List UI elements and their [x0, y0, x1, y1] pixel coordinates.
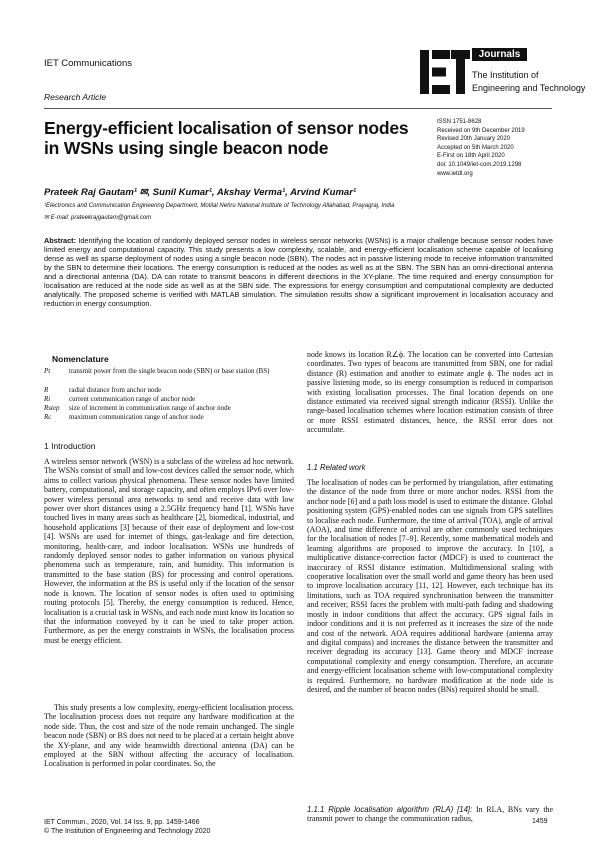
- related-work-heading: 1.1 Related work: [307, 463, 366, 472]
- iet-logo-icon: [420, 50, 472, 94]
- rla-text: In RLA, BNs vary the transmit power to change the communication radius,: [307, 805, 553, 824]
- nomenclature-symbol: Rc: [44, 413, 52, 421]
- header-divider: [44, 108, 552, 109]
- revised-date: Revised 20th January 2020: [437, 136, 511, 143]
- nomenclature-definition: size of increment in communication range of anchor node: [69, 404, 231, 412]
- nomenclature-item: [44, 413, 294, 422]
- nomenclature-item: [44, 367, 294, 384]
- abstract-text: Identifying the location of randomly deployed sensor nodes in wireless sensor networks (WSNs) is a major challenge because sensor nodes have limited energy and computational capacity. This study presents a low complexity, scalable, and energy-efficient localisation scheme capable of localising dense as well as sparse deployment of nodes using a single beacon node (SBN). The nodes act in passive listening mode to receive information transmitted by the SBN to determine their locations. The energy consumption is reduced at the nodes as well as at the SBN. The SBN has an omni-directional antenna and a directional antenna (DA). DA can rotate to transmit beacons in different directions in the XY-plane. The time required and energy consumption for localisation are reduced at the node side as well as at the SBN side. The expressions for energy consumption and computational complexity are deducted analytically. The proposed scheme is verified with MATLAB simulation. The simulation results show a significant improvement in localisation accuracy and reduction in energy consumption.: [44, 236, 553, 308]
- nomenclature-definition: transmit power from the single beacon node (SBN) or base station (BS): [69, 367, 270, 375]
- publisher-logo: [420, 48, 586, 104]
- nomenclature-heading: Nomenclature: [52, 354, 109, 364]
- journal-name: IET Communications: [44, 58, 132, 69]
- website-link[interactable]: www.ietdl.org: [437, 170, 473, 177]
- introduction-paragraph-2: This study presents a low complexity, energy-efficient localisation process. The localisation process does not require any hardware modification at the node side. Thus, the cost and size of the node remain unchanged. The single beacon node (SBN) or BS does not need to be placed at a certain height above the XY-plane, and any wide beamwidth directional antenna (DA) can be employed at the SBN without affecting the accuracy of localisation. Localisation is performed in polar coordinates. So, the: [44, 703, 294, 769]
- copyright-line: © The Institution of Engineering and Technology 2020: [44, 828, 211, 835]
- nomenclature-symbol: R: [44, 386, 49, 394]
- author-list: Prateek Raj Gautam¹ ✉, Sunil Kumar¹, Akshay Verma¹, Arvind Kumar¹: [44, 187, 357, 198]
- citation-line: IET Commun., 2020, Vol. 14 Iss. 9, pp. 1459-1466: [44, 819, 200, 826]
- journals-badge: Journals: [472, 48, 527, 61]
- institution-line2: Engineering and Technology: [472, 83, 586, 93]
- introduction-heading: 1 Introduction: [44, 441, 96, 451]
- paper-title: [44, 118, 424, 158]
- article-metadata: [437, 118, 557, 178]
- article-type: Research Article: [44, 92, 107, 102]
- abstract: [44, 236, 553, 308]
- efirst-date: E-First on 18th April 2020: [437, 153, 505, 160]
- title-line-2: in WSNs using single beacon node: [44, 138, 329, 158]
- nomenclature-item: [44, 386, 294, 395]
- affiliation: ¹Electronics and Communication Engineering Department, Motilal Nehru National Institute of Technology Allahabad, Prayagraj, India: [44, 203, 395, 209]
- nomenclature: [44, 355, 294, 435]
- issn: ISSN 1751-8628: [437, 119, 482, 125]
- accepted-date: Accepted on 5th March 2020: [437, 144, 514, 151]
- nomenclature-item: [44, 404, 294, 413]
- received-date: Received on 9th December 2019: [437, 127, 525, 134]
- institution-line1: The Institution of: [472, 70, 539, 80]
- corresponding-email[interactable]: ✉ E-mail: prateekrajgautam@gmail.com: [44, 215, 152, 221]
- nomenclature-symbol: Ri: [44, 395, 51, 403]
- nomenclature-definition: radial distance from anchor node: [69, 386, 162, 394]
- page-number: 1459: [532, 818, 548, 825]
- nomenclature-definition: current communication range of anchor node: [69, 395, 196, 403]
- nomenclature-definition: maximum communication range of anchor node: [69, 413, 204, 421]
- rla-heading: 1.1.1 Ripple localisation algorithm (RLA) [14]:: [307, 805, 473, 814]
- nomenclature-symbol: Pt: [44, 367, 51, 375]
- intro-continued-paragraph: node knows its location R∠ϕ. The location can be converted into Cartesian coordinates. Two types of beacons are transmitted from SBN, one for radial distance (R) estimation and another to estimate angle ϕ. The nodes act in passive listening mode, so its energy consumption is reduced in comparison with existing localisation processes. The final location depends on one distance estimated via received signal strength indicator (RSSI). Unlike the range-based localisation schemes where location estimation consists of three or more RSSI estimated distances, hence, the RSSI error does not accumulate.: [307, 350, 553, 435]
- doi[interactable]: doi: 10.1049/iet-com.2019.1298: [437, 161, 522, 168]
- nomenclature-item: [44, 395, 294, 404]
- footer-citation: [44, 818, 210, 836]
- title-line-1: Energy-efficient localisation of sensor nodes: [44, 118, 409, 138]
- nomenclature-symbol: Rstep: [44, 404, 60, 412]
- abstract-label: Abstract:: [44, 236, 77, 245]
- introduction-paragraph-1: A wireless sensor network (WSN) is a subclass of the wireless ad hoc network. The WSNs consist of small and low-cost devices called the sensor node, which aims to collect various physical phenomena. These sensor nodes have limited battery, computational, and storage capacity, and often employs IPv6 over low-power wireless personal area networks to send and receive data with low power over short distances using a 2.5GHz frequency band [1]. WSNs have touched lives in many areas such as healthcare [2], biomedical, industrial, and household applications [3] because of their ease of deployment and low-cost [4]. WSNs are used for internet of things, gas-leakage and fire detection, monitoring, health-care, and indoor localisation. WSNs use hundreds of randomly deployed sensor nodes to gather information on various physical phenomena such as temperature, rain, and humidity. This information is transmitted to the base station (BS) for processing and control operations. However, the information at the BS is useful only if the location of the sensor node is known. The location of sensor nodes is often used to optimising routing protocols [5]. Thereby, the energy consumption is reduced. Hence, localisation is a crucial task in WSNs, and each node must know its location so that the information conveyed by it can be used to take proper action. Furthermore, as per the energy constraints in WSNs, the localisation process must be energy efficient.: [44, 457, 294, 645]
- related-work-paragraph: The localisation of nodes can be performed by triangulation, after estimating the distance of the node from three or more anchor nodes. RSSI from the anchor node [6] and a path loss model is used to estimate the distance. Global positioning system (GPS)-enabled nodes can use signals from GPS satellites to localise each node. Furthermore, the time of arrival (TOA), angle of arrival (AOA), and time difference of arrival are other commonly used techniques for the localisation of nodes [7–9]. Recently, some mathematical models and learning algorithms are proposed to improve the accuracy. In [10], a multiplicative distance-correction factor (MDCF) is used to counteract the inaccuracy of RSSI distance estimation. Multidimensional scaling with cooperative localisation over the small world and game theory has been used to improve localisation accuracy [11, 12]. However, each technique has its limitations, such as TOA required synchronisation between the transmitter and receiver, RSSI faces the problem with multi-path fading and shadowing mostly in indoor conditions that affect the accuracy. GPS signal fails in indoor conditions and it is not preferred as it increases the size of the node and cost of the network. AOA requires additional hardware (antenna array and digital compass) and increases the distance between the transmitter and receiver degrading its accuracy [13]. Game theory and MDCF increase computational complexity and energy consumption. Therefore, an accurate and energy-efficient localisation scheme with low-computational complexity is required. Furthermore, no hardware modification at the node side is desired, and the number of beacon nodes (BNs) required should be small.: [307, 478, 553, 694]
- rla-paragraph: [307, 805, 553, 824]
